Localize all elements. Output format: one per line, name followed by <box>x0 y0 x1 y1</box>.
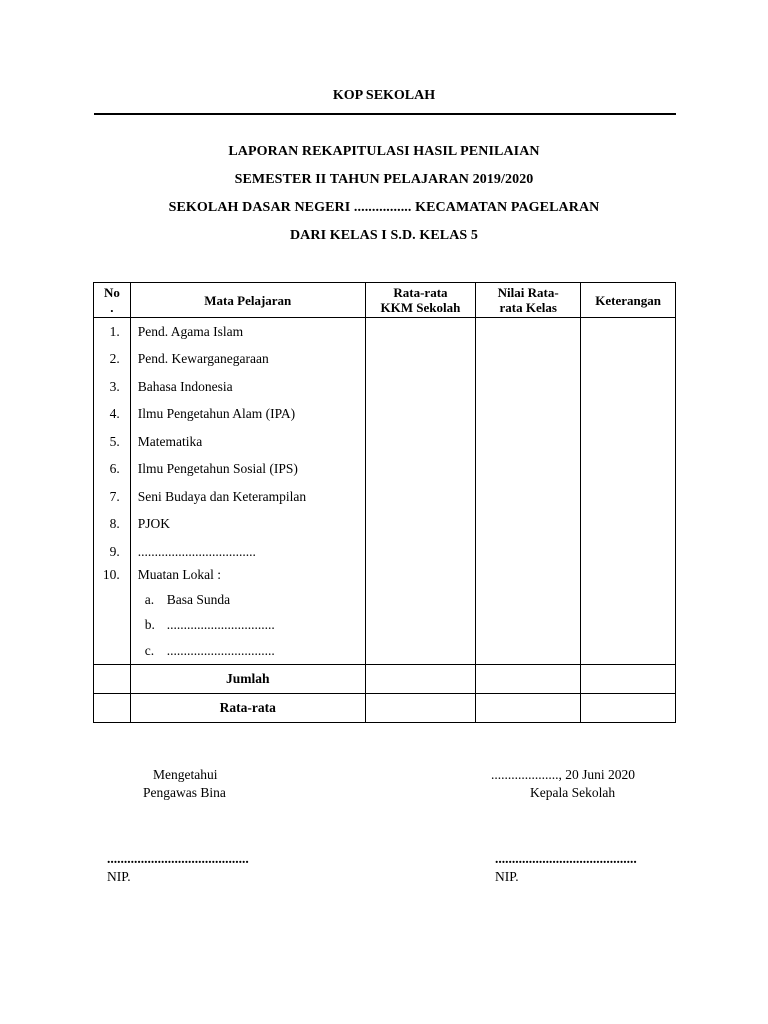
subject-name: Ilmu Pengetahun Sosial (IPS) <box>137 461 298 476</box>
header-no <box>94 283 131 318</box>
header-rata-line-2: KKM Sekolah <box>380 300 461 315</box>
row-number: 4. <box>109 406 120 421</box>
row-number: 5. <box>109 434 120 449</box>
sig-right-name-line: .......................................... <box>495 851 637 866</box>
sig-left-line-1: Mengetahui <box>153 767 218 782</box>
subject-name: Matematika <box>137 434 203 449</box>
muatan-lokal-item: ................................ <box>166 643 275 658</box>
ratarata-ket-cell <box>581 694 676 723</box>
subject-name: Bahasa Indonesia <box>137 379 233 394</box>
jumlah-row <box>94 665 676 694</box>
sig-right-line-1: ...................., 20 Juni 2020 <box>491 767 636 782</box>
keterangan-cell <box>581 318 676 665</box>
report-title-line-2: SEMESTER II TAHUN PELAJARAN 2019/2020 <box>234 172 534 187</box>
number-list <box>94 318 130 664</box>
jumlah-rata-cell <box>365 665 475 694</box>
ratarata-rata-cell <box>365 694 475 723</box>
subject-name: PJOK <box>137 516 171 531</box>
kop-divider <box>94 113 676 115</box>
row-number: 8. <box>109 516 120 531</box>
row-number: 1. <box>109 324 120 339</box>
subject-name: Seni Budaya dan Keterampilan <box>137 489 307 504</box>
header-no-line-2: . <box>110 300 114 315</box>
header-rata-line-1: Rata-rata <box>393 285 448 300</box>
subject-name: ................................... <box>137 544 256 559</box>
jumlah-label: Jumlah <box>130 665 365 694</box>
subject-name: Muatan Lokal : <box>137 567 222 582</box>
rata-rata-label: Rata-rata <box>130 694 365 723</box>
muatan-lokal-item: Basa Sunda <box>166 592 231 607</box>
header-mata-pelajaran: Mata Pelajaran <box>130 283 365 318</box>
row-number: 10. <box>102 567 120 582</box>
muatan-lokal-letter: b. <box>144 617 155 632</box>
recap-table <box>93 282 676 723</box>
sig-left-nip: NIP. <box>107 869 131 884</box>
row-number: 3. <box>109 379 120 394</box>
header-nilai-rata-rata <box>476 283 581 318</box>
row-number: 2. <box>109 351 120 366</box>
subject-name: Pend. Agama Islam <box>137 324 244 339</box>
subject-list <box>131 318 365 664</box>
table-body-row <box>94 318 676 665</box>
nilai-rata-rata-cell <box>476 318 581 665</box>
ratarata-nilai-cell <box>476 694 581 723</box>
subject-name: Pend. Kewarganegaraan <box>137 351 269 366</box>
report-title-line-3: SEKOLAH DASAR NEGERI ................ KECAMATAN PAGELARAN <box>168 200 600 215</box>
sig-right-line-2: Kepala Sekolah <box>530 785 616 800</box>
table-header-row <box>94 283 676 318</box>
header-no-line-1: No <box>103 285 120 300</box>
jumlah-nilai-cell <box>476 665 581 694</box>
jumlah-no-cell <box>94 665 131 694</box>
subject-name: Ilmu Pengetahun Alam (IPA) <box>137 406 296 421</box>
header-rata-rata-kkm <box>365 283 475 318</box>
row-number: 7. <box>109 489 120 504</box>
mata-pelajaran-cell <box>130 318 365 665</box>
muatan-lokal-letter: c. <box>144 643 155 658</box>
kop-sekolah: KOP SEKOLAH <box>332 88 436 103</box>
muatan-lokal-item: ................................ <box>166 617 275 632</box>
muatan-lokal-letter: a. <box>144 592 155 607</box>
report-title-line-1: LAPORAN REKAPITULASI HASIL PENILAIAN <box>228 144 540 159</box>
no-cell <box>94 318 131 665</box>
sig-left-name-line: .......................................... <box>107 851 249 866</box>
ratarata-no-cell <box>94 694 131 723</box>
rata-rata-kkm-cell <box>365 318 475 665</box>
rata-rata-row <box>94 694 676 723</box>
report-title-line-4: DARI KELAS I S.D. KELAS 5 <box>289 228 479 243</box>
header-keterangan: Keterangan <box>581 283 676 318</box>
header-nilai-line-1: Nilai Rata- <box>497 285 559 300</box>
header-nilai-line-2: rata Kelas <box>499 300 557 315</box>
jumlah-ket-cell <box>581 665 676 694</box>
sig-right-nip: NIP. <box>495 869 519 884</box>
sig-left-line-2: Pengawas Bina <box>143 785 226 800</box>
row-number: 6. <box>109 461 120 476</box>
row-number: 9. <box>109 544 120 559</box>
